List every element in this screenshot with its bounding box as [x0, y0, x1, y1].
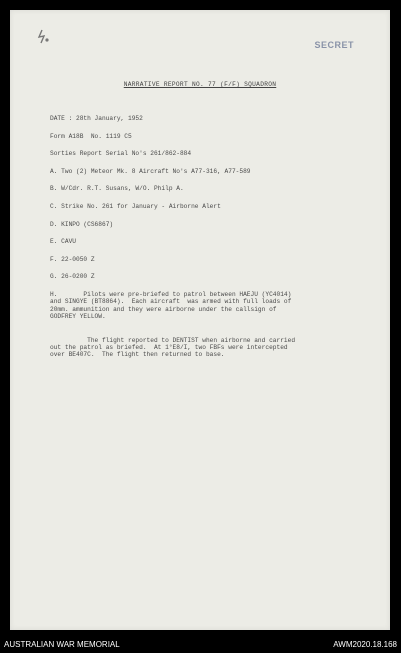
- item-d: D. KINPO (CS6867): [50, 220, 114, 228]
- document-page: [10, 10, 390, 630]
- form-line: Form A18B No. 1119 C5: [50, 132, 132, 140]
- paragraph-line: out the patrol as briefed. At 1°E8/I, two FBFs were intercepted: [50, 343, 288, 351]
- paragraph-line: and SINGYE (BT8864). Each aircraft was armed with full loads of: [50, 298, 292, 306]
- paragraph-line: The flight reported to DENTIST when airborne and carried: [50, 336, 296, 344]
- item-a: A. Two (2) Meteor Mk. 8 Aircraft No's A77-316, A77-589: [50, 167, 251, 175]
- paragraph-line: H. Pilots were pre-briefed to patrol between HAEJU (YC4014): [50, 290, 292, 298]
- item-e: E. CAVU: [50, 238, 76, 246]
- paragraph-line: GODFREY YELLOW.: [50, 313, 106, 321]
- punch-hole-mark: [35, 28, 51, 46]
- date-line: DATE : 28th January, 1952: [50, 115, 143, 122]
- report-title: NARRATIVE REPORT NO. 77 (F/F) SQUADRON: [123, 81, 277, 88]
- paragraph-line: 20mm. ammunition and they were airborne under the callsign of: [50, 305, 277, 313]
- item-g: G. 26-0200 Z: [50, 273, 95, 281]
- item-f: F. 22-0050 Z: [50, 255, 95, 263]
- paragraph-line: over BE407C. The flight then returned to base.: [50, 351, 225, 359]
- paragraph-h: [50, 291, 366, 321]
- institution-caption: AUSTRALIAN WAR MEMORIAL: [4, 640, 120, 649]
- report-body: [50, 115, 366, 359]
- paragraph-flight: [50, 337, 366, 359]
- item-b: B. W/Cdr. R.T. Susans, W/O. Philp A.: [50, 185, 184, 193]
- item-c: C. Strike No. 261 for January - Airborne Alert: [50, 202, 221, 210]
- sorties-line: Sorties Report Serial No's 261/862-884: [50, 150, 192, 158]
- security-stamp: SECRET: [314, 40, 354, 50]
- accession-number: AWM2020.18.168: [333, 640, 397, 649]
